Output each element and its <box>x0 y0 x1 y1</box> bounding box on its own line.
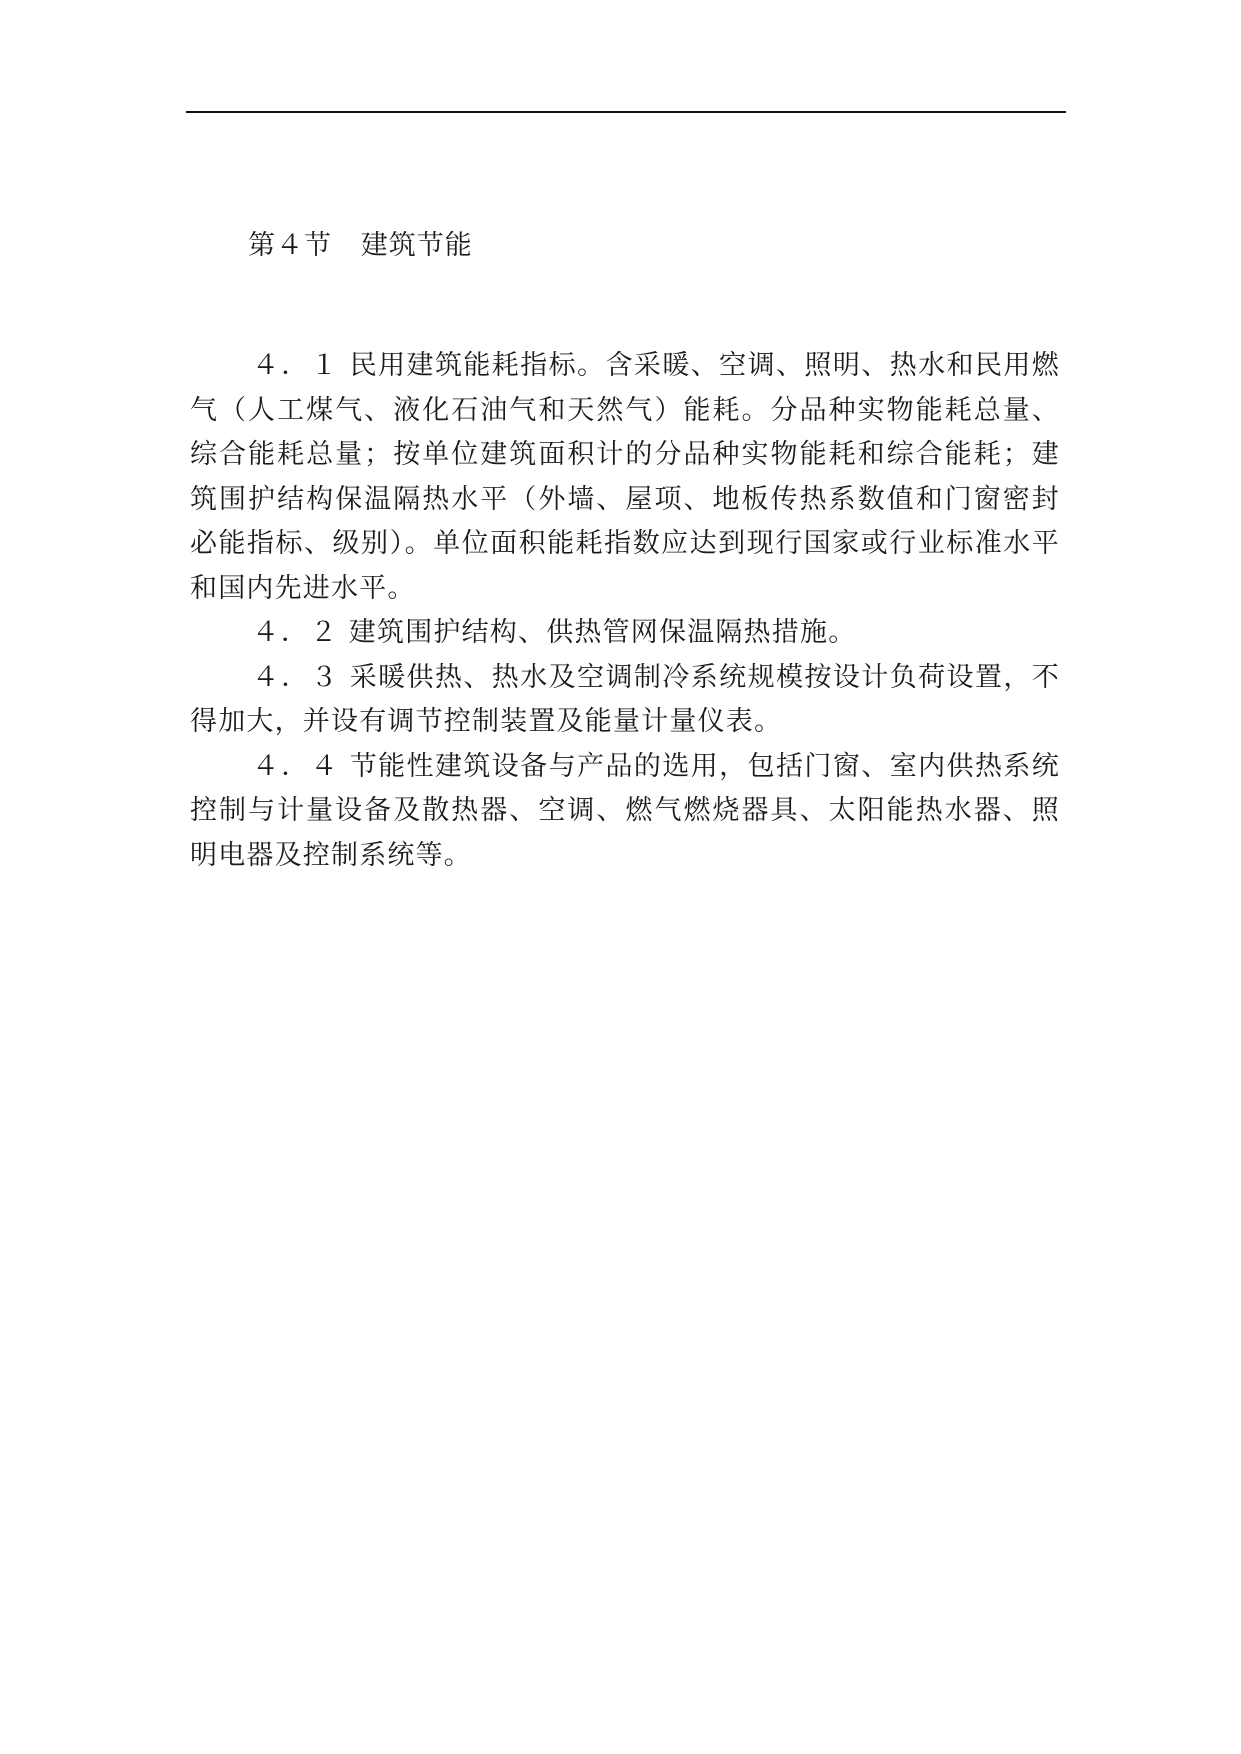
clause-4-2 <box>190 611 1060 656</box>
clause-number: ４．４ <box>252 750 340 782</box>
header-rule <box>186 111 1066 113</box>
clause-text: 节能性建筑设备与产品的选用，包括门窗、室内供热系统控制与计量设备及散热器、空调、燃气燃烧器具、太阳能热水器、照明电器及控制系统等。 <box>190 750 1061 871</box>
section-body <box>190 344 1060 878</box>
clause-4-1 <box>190 344 1060 611</box>
section-title: 建筑节能 <box>360 230 473 261</box>
section-number: 第４节 <box>248 230 332 261</box>
clause-4-4 <box>190 745 1060 879</box>
clause-number: ４．１ <box>252 350 340 381</box>
clause-text: 采暖供热、热水及空调制冷系统规模按设计负荷设置，不得加大，并设有调节控制装置及能量计量仪表。 <box>190 661 1061 737</box>
clause-text: 建筑围护结构、供热管网保温隔热措施。 <box>348 617 857 648</box>
clause-4-3 <box>190 656 1060 745</box>
clause-number: ４．２ <box>252 617 339 648</box>
section-heading <box>248 226 473 266</box>
clause-text: 民用建筑能耗指标。含采暖、空调、照明、热水和民用燃气（人工煤气、液化石油气和天然气）能耗。分品种实物能耗总量、综合能耗总量；按单位建筑面积计的分品种实物能耗和综合能耗；建筑围护结构保温隔热水平（外墙、屋项、地板传热系数值和门窗密封必能指标、级别）。单位面积能耗指数应达到现行国家或行业标准水平和国内先进水平。 <box>190 350 1061 604</box>
clause-number: ４．３ <box>252 661 340 693</box>
